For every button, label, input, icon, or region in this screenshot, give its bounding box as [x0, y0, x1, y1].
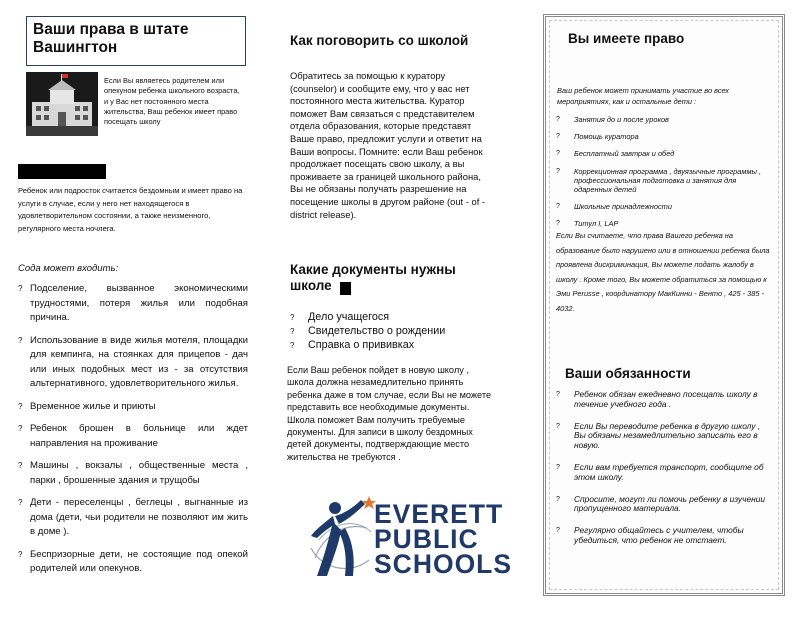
redacted-heading: [18, 164, 106, 179]
redacted-mark: [340, 282, 351, 295]
list-item: ? Бесплатный завтрак и обед: [556, 149, 675, 159]
list-item: ? Дело учащегося: [290, 311, 390, 323]
logo-wordmark: EVERETT PUBLIC SCHOOLS: [374, 499, 513, 579]
list-item: ? Ребенок обязан ежедневно посещать школу в течение учебного года .: [556, 389, 758, 409]
list-item: ? Справка о прививках: [290, 338, 415, 351]
rights-intro: Ваш ребенок может принимать участие во всех мероприятиях, как и остальные дети :: [557, 86, 729, 106]
list-item: ? Если Вы переводите ребенка в другую школу , Вы обязаны незамедлительно записать его в новую.: [556, 420, 761, 451]
talk-to-school-text: Обратитесь за помощью к куратору (counselor) и сообщите ему, что у вас нет постоянного места жительства. Куратор поможет Вам связаться с представителем отдела образования, которые представят Ваше право, предложит услуги и ответит на Ваши вопросы. Помните: если Ваш ребенок продолжает посещать свою школу, а вы проживаете за границей школьного района, Вы не обязаны получать разрешение на посещение школы в другом районе (out - of - district release).: [290, 70, 486, 220]
list-item: ? Если вам требуется транспорт, сообщите об этом школу.: [556, 461, 764, 482]
list-item: ? Титул I, LAP: [556, 219, 619, 229]
list-item: ? Ребенок брошен в больнице или ждет направления на проживание: [18, 423, 248, 449]
list-item: ? Временное жилье и приюты: [18, 400, 156, 412]
list-item: ? Беспризорные дети, не состоящие под опекой родителей или опекунов.: [18, 548, 248, 574]
list-item: ? Занятия до и после уроков: [556, 115, 669, 124]
situations-list: [18, 282, 248, 585]
list-item: ? Свидетельство о рождении: [290, 324, 446, 337]
homeless-definition: Ребенок или подросток считается бездомным и имеет право на услуги в случае, если у него нет находящегося в удовлетворительном состоянии, а также неизменного, регулярного места ночлега.: [18, 186, 243, 233]
rights-list: [556, 115, 771, 237]
talk-to-school-heading: Как поговорить со школой: [290, 33, 469, 48]
list-item: ? Машины , вокзалы , общественные места , парки , брошенные здания и трущобы: [18, 460, 248, 486]
brochure-title: Ваши права в штате Вашингтон: [26, 16, 246, 66]
documents-list: [290, 311, 445, 352]
rights-heading: Вы имеете право: [568, 31, 685, 46]
list-item: ? Регулярно общайтесь с учителем, чтобы убедиться, что ребенок не отстает.: [556, 525, 744, 545]
intro-text: Если Вы являетесь родителем или опекуном ребенка школьного возраста, и у Вас нет постоянного места жительства, Ваш ребенок имеет право посещать школу: [104, 76, 240, 127]
list-item: ? Школьные принадлежности: [556, 202, 672, 212]
list-item: ? Помощь куратора: [556, 132, 639, 142]
documents-heading: Какие документы нужны школе: [290, 262, 456, 293]
list-item: ? Использование в виде жилья мотеля, площадки для кемпинга, на стоянках для прицепов - дач или иных подобных мест из - за отсутствия альтернативного, удовлетворительного жилья.: [18, 334, 248, 389]
duties-heading: Ваши обязанности: [565, 366, 691, 381]
list-item: ? Спросите, могут ли помочь ребенку в изучении пропущенного материала.: [556, 493, 766, 514]
includes-heading: Сода может входить:: [18, 263, 119, 274]
complaint-text: Если Вы считаете, что права Вашего ребенка на образование было нарушено или в отношении ребенка была проявлена дискриминация, Вы можете подать жалобу в школу . Кроме того, Вы можете обратиться за помощью к Эми Perusse , координатору МакКинни - Венто , 425 - 385 - 4032.: [556, 231, 770, 313]
duties-list: [556, 390, 771, 558]
list-item: ? Дети - переселенцы , беглецы , выгнанные из дома (дети, чьи родители не позволяют им жить в доме ).: [18, 497, 248, 537]
list-item: ? Коррекционная программа , двуязычные программы , профессиональная подготовка и занятия для одаренных детей: [556, 166, 762, 195]
new-school-text: Если Ваш ребенок пойдет в новую школу , школа должна незамедлительно принять ребенка даже в том случае, если Вы не можете представить все необходимые документы. Школа поможет Вам получить требуемые документы. Для записи в школу бездомных детей документы, подтверждающие место жительства не требуются .: [287, 365, 492, 462]
list-item: ? Подселение, вызванное экономическими трудностями, потеря жилья или подобная причина.: [18, 283, 248, 323]
school-building-icon: [26, 72, 98, 136]
